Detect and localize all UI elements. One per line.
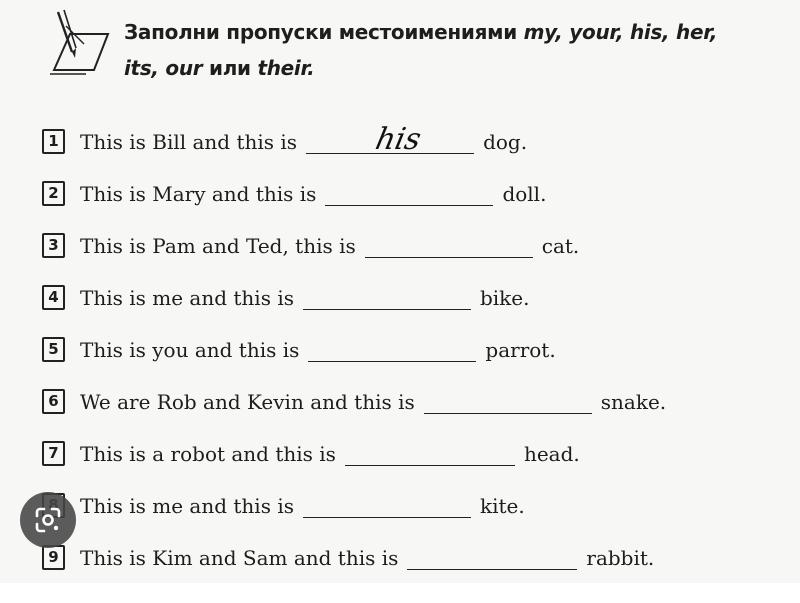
- answer-blank[interactable]: [365, 231, 533, 258]
- exercise-number: 4: [42, 285, 65, 310]
- exercise-text-before: This is Mary and this is: [80, 182, 317, 206]
- handwritten-answer: his: [372, 122, 425, 157]
- exercise-row: [42, 122, 528, 157]
- exercise-number: 2: [42, 181, 65, 206]
- exercise-text-before: This is Kim and Sam and this is: [80, 546, 399, 570]
- exercise-text-after: doll.: [502, 182, 547, 206]
- answer-blank[interactable]: [325, 179, 493, 206]
- exercise-number: 5: [42, 337, 65, 362]
- answer-blank[interactable]: [345, 439, 515, 466]
- google-lens-button[interactable]: [20, 492, 76, 548]
- answer-blank[interactable]: [306, 122, 474, 157]
- answer-blank[interactable]: [407, 543, 577, 570]
- exercise-text-before: This is a robot and this is: [80, 442, 336, 466]
- exercise-number: 1: [42, 129, 65, 154]
- instruction-line-1: [124, 20, 717, 44]
- exercise-number: 9: [42, 545, 65, 570]
- instruction-line-2: [124, 56, 314, 80]
- exercise-text-after: snake.: [600, 390, 667, 414]
- exercise-number: 3: [42, 233, 65, 258]
- pencil-notebook-icon: [44, 8, 114, 78]
- exercise-row: [42, 542, 654, 570]
- answer-blank[interactable]: [424, 387, 592, 414]
- instruction-or: или: [209, 56, 251, 80]
- exercise-text-after: parrot.: [485, 338, 556, 362]
- exercise-text-after: cat.: [541, 234, 580, 258]
- instruction-pronouns-2: its, our: [124, 56, 203, 80]
- exercise-row: [42, 230, 579, 258]
- exercise-row: [42, 178, 546, 206]
- exercise-row: [42, 438, 580, 466]
- google-lens-icon: [33, 505, 63, 535]
- answer-blank[interactable]: [303, 491, 471, 518]
- exercise-row: [42, 490, 525, 518]
- exercise-row: [42, 386, 666, 414]
- exercise-text-before: We are Rob and Kevin and this is: [80, 390, 415, 414]
- exercise-number: 7: [42, 441, 65, 466]
- answer-blank[interactable]: [308, 335, 476, 362]
- instruction-pronouns-3: their.: [257, 56, 315, 80]
- exercise-number: 6: [42, 389, 65, 414]
- exercise-text-before: This is Bill and this is: [80, 130, 298, 154]
- exercise-text-after: bike.: [479, 286, 530, 310]
- exercise-row: [42, 334, 556, 362]
- exercise-text-after: head.: [523, 442, 580, 466]
- answer-blank[interactable]: [303, 283, 471, 310]
- bottom-margin: [0, 583, 800, 603]
- exercise-text-before: This is Pam and Ted, this is: [80, 234, 356, 258]
- exercise-text-before: This is me and this is: [80, 494, 294, 518]
- instruction-pronouns: my, your, his, her,: [523, 20, 718, 44]
- exercise-text-before: This is you and this is: [80, 338, 300, 362]
- exercise-text-after: kite.: [479, 494, 525, 518]
- exercise-text-after: rabbit.: [586, 546, 655, 570]
- instruction-ru: Заполни пропуски местоимениями: [124, 20, 517, 44]
- exercise-text-before: This is me and this is: [80, 286, 294, 310]
- exercise-row: [42, 282, 530, 310]
- exercise-text-after: dog.: [483, 130, 528, 154]
